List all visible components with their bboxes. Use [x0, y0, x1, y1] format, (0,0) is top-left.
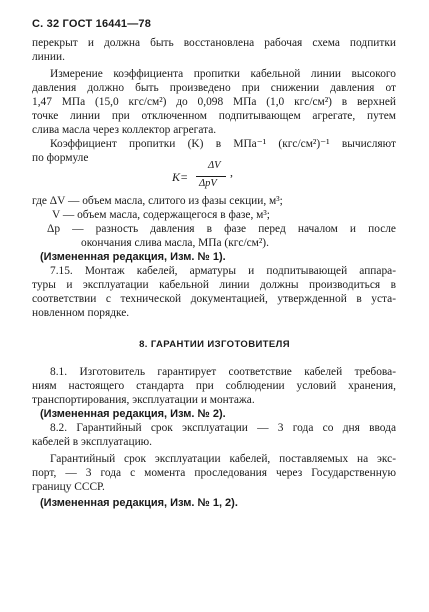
definition-line: Δp — разность давления в фазе перед началом и после	[47, 223, 396, 235]
text-line: 1,47 МПа (15,0 кгс/см²) до 0,098 МПа (1,0 кгс/см²) в верхней	[32, 96, 396, 108]
text-line: Коэффициент пропитки (K) в МПа⁻¹ (кгс/см²)⁻¹ вычисляют	[50, 138, 396, 150]
definition-line: окончания слива масла, МПа (кгс/см²).	[81, 237, 269, 249]
text-line: точке линии при отключенном подпитывающем агрегате, путем	[32, 110, 396, 122]
text-line: давления должно быть произведено при снижении давления от	[32, 82, 396, 94]
text-line: перекрыт и должна быть восстановлена рабочая схема подпитки	[32, 37, 396, 49]
text-line: 8.1. Изготовитель гарантирует соответствие кабелей требова-	[50, 366, 396, 378]
text-line: линии.	[32, 51, 65, 63]
text-line: границу СССР.	[32, 481, 105, 493]
amendment-note: (Измененная редакция, Изм. № 2).	[40, 408, 226, 420]
formula-denominator: ΔpV	[199, 178, 217, 189]
formula-lhs: K=	[172, 170, 189, 184]
text-line: порт, — 3 года с момента проследования через Государственную	[32, 467, 396, 479]
amendment-note: (Измененная редакция, Изм. № 1, 2).	[40, 497, 238, 509]
formula-numerator: ΔV	[208, 160, 221, 171]
text-line: Измерение коэффициента пропитки кабельной линии высокого	[50, 68, 396, 80]
page-header: С. 32 ГОСТ 16441—78	[32, 18, 152, 30]
definition-line: V — объем масла, содержащегося в фазе, м³;	[52, 209, 270, 221]
text-line: кабелей в эксплуатацию.	[32, 436, 153, 448]
text-line: туры и эксплуатации кабельной линии должны производиться в	[32, 279, 396, 291]
formula-comma: ,	[230, 165, 233, 179]
text-line: ниям настоящего стандарта при соблюдении условий хранения,	[32, 380, 396, 392]
text-line: слива масла через коллектор агрегата.	[32, 124, 217, 136]
definition-line: где ΔV — объем масла, слитого из фазы секции, м³;	[32, 195, 283, 207]
section-title: 8. ГАРАНТИИ ИЗГОТОВИТЕЛЯ	[139, 339, 290, 350]
text-line: соответствии с технической документацией, утвержденной в уста-	[32, 293, 396, 305]
text-line: транспортирования, эксплуатации и монтажа.	[32, 394, 255, 406]
text-line: 8.2. Гарантийный срок эксплуатации — 3 года со дня ввода	[50, 422, 396, 434]
text-line: 7.15. Монтаж кабелей, арматуры и подпитывающей аппара-	[50, 265, 396, 277]
text-line: новленном порядке.	[32, 307, 130, 319]
amendment-note: (Измененная редакция, Изм. № 1).	[40, 251, 226, 263]
text-line: Гарантийный срок эксплуатации кабелей, поставляемых на экс-	[50, 453, 396, 465]
fraction-bar	[196, 176, 226, 177]
text-line: по формуле	[32, 152, 89, 164]
